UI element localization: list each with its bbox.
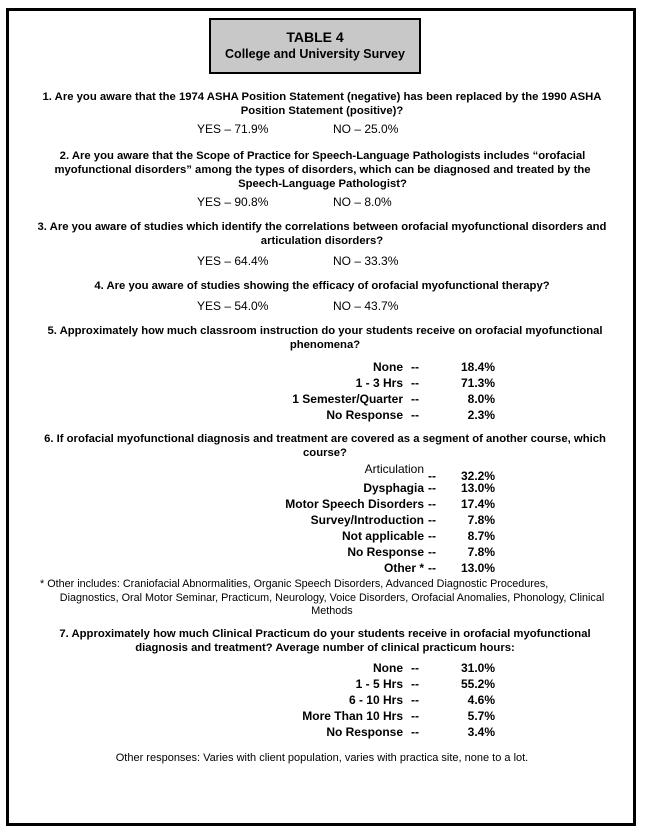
q6-row-label: Dysphagia — [363, 481, 424, 495]
q6-row — [0, 544, 647, 560]
table-title-box — [209, 18, 421, 74]
question-1: 1. Are you aware that the 1974 ASHA Position Statement (negative) has been replaced by the 1990 ASHA Position Statement (positive)? — [42, 91, 602, 117]
q7-row-label: No Response — [326, 725, 403, 739]
q7-row-value: 55.2% — [460, 677, 495, 691]
q7-row-dash: -- — [411, 709, 419, 723]
question-2: 2. Are you aware that the Scope of Practice for Speech-Language Pathologists includes “orofacial myofunctional disorders” among the types of disorders, which can be diagnosed and treated by the Speech-Language Pathologist? — [54, 150, 591, 190]
q5-row — [0, 375, 647, 391]
q7-row-dash: -- — [411, 693, 419, 707]
q6-row — [0, 496, 647, 512]
q5-row-value: 71.3% — [460, 376, 495, 390]
q7-row-label: 6 - 10 Hrs — [348, 693, 403, 707]
q5-row-dash: -- — [411, 360, 419, 374]
q5-row-label: No Response — [326, 408, 403, 422]
q7-row-label: None — [373, 661, 403, 675]
q6-row-dash: -- — [428, 561, 436, 575]
q6-row-dash: -- — [428, 513, 436, 527]
q1-no: NO – 25.0% — [333, 122, 399, 136]
q6-row-value: 7.8% — [467, 513, 495, 527]
q5-row — [0, 407, 647, 423]
q5-row-label: None — [373, 360, 403, 374]
q7-row — [0, 724, 647, 740]
q6-row-label: Survey/Introduction — [310, 513, 424, 527]
q6-row — [0, 480, 647, 496]
other-includes-note — [40, 578, 610, 619]
q6-row-value: 17.4% — [460, 497, 495, 511]
question-7: 7. Approximately how much Clinical Practicum do your students receive in orofacial myofunctional diagnosis and treatment? Average number of clinical practicum hours: — [59, 628, 591, 654]
q5-row-value: 2.3% — [467, 408, 495, 422]
question-3: 3. Are you aware of studies which identify the correlations between orofacial myofunctional disorders and articulation disorders? — [37, 221, 607, 247]
q5-row-label: 1 Semester/Quarter — [292, 392, 403, 406]
q6-row-label: Articulation — [364, 462, 424, 476]
q7-row-label: 1 - 5 Hrs — [355, 677, 403, 691]
q7-row-dash: -- — [411, 661, 419, 675]
other-responses-footer: Other responses: Varies with client population, varies with practica site, none to a lot. — [115, 752, 529, 764]
q3-no: NO – 33.3% — [333, 254, 399, 268]
table-subtitle: College and University Survey — [225, 47, 405, 61]
note-line-1: * Other includes: Craniofacial Abnormalities, Organic Speech Disorders, Advanced Diagnostic Procedures, — [40, 578, 549, 590]
question-4: 4. Are you aware of studies showing the efficacy of orofacial myofunctional therapy? — [94, 280, 550, 292]
q7-row-value: 5.7% — [467, 709, 495, 723]
q7-row-value: 4.6% — [467, 693, 495, 707]
q5-row — [0, 391, 647, 407]
q5-row-value: 18.4% — [460, 360, 495, 374]
q4-yes: YES – 54.0% — [197, 299, 269, 313]
q6-row-label: Not applicable — [341, 529, 424, 543]
q5-row — [0, 359, 647, 375]
q6-row-label: Other * — [383, 561, 424, 575]
q6-row-label: Motor Speech Disorders — [285, 497, 424, 511]
q6-row — [0, 528, 647, 544]
q6-row — [0, 560, 647, 576]
q7-row-dash: -- — [411, 725, 419, 739]
note-continuation: Diagnostics, Oral Motor Seminar, Practicum, Neurology, Voice Disorders, Orofacial Anomalies, Phonology, Clinical Methods — [59, 591, 605, 617]
table-number: TABLE 4 — [286, 29, 344, 45]
q6-row-label: No Response — [347, 545, 424, 559]
q6-row-dash: -- — [428, 529, 436, 543]
q7-row-value: 31.0% — [460, 661, 495, 675]
q6-row-value: 8.7% — [467, 529, 495, 543]
q5-row-label: 1 - 3 Hrs — [355, 376, 403, 390]
q5-row-dash: -- — [411, 392, 419, 406]
q7-row-dash: -- — [411, 677, 419, 691]
q6-row-value: 7.8% — [467, 545, 495, 559]
q6-row-dash: -- — [428, 481, 436, 495]
q5-row-dash: -- — [411, 376, 419, 390]
q2-no: NO – 8.0% — [333, 195, 392, 209]
q2-yes: YES – 90.8% — [197, 195, 269, 209]
q6-row — [0, 512, 647, 528]
question-5: 5. Approximately how much classroom instruction do your students receive on orofacial myofunctional phenomena? — [47, 325, 603, 351]
q3-yes: YES – 64.4% — [197, 254, 269, 268]
q7-row-label: More Than 10 Hrs — [302, 709, 403, 723]
q5-row-value: 8.0% — [467, 392, 495, 406]
q7-row — [0, 708, 647, 724]
q6-row-value: 32.2% — [460, 469, 495, 483]
q6-row-dash: -- — [428, 469, 436, 483]
q4-no: NO – 43.7% — [333, 299, 399, 313]
q7-row — [0, 660, 647, 676]
question-6: 6. If orofacial myofunctional diagnosis and treatment are covered as a segment of another course, which course? — [44, 433, 606, 459]
q7-row — [0, 692, 647, 708]
q6-row-dash: -- — [428, 497, 436, 511]
q7-row-value: 3.4% — [467, 725, 495, 739]
q6-row-value: 13.0% — [460, 481, 495, 495]
q6-row-value: 13.0% — [460, 561, 495, 575]
q1-yes: YES – 71.9% — [197, 122, 269, 136]
q5-row-dash: -- — [411, 408, 419, 422]
q6-row-dash: -- — [428, 545, 436, 559]
q7-row — [0, 676, 647, 692]
